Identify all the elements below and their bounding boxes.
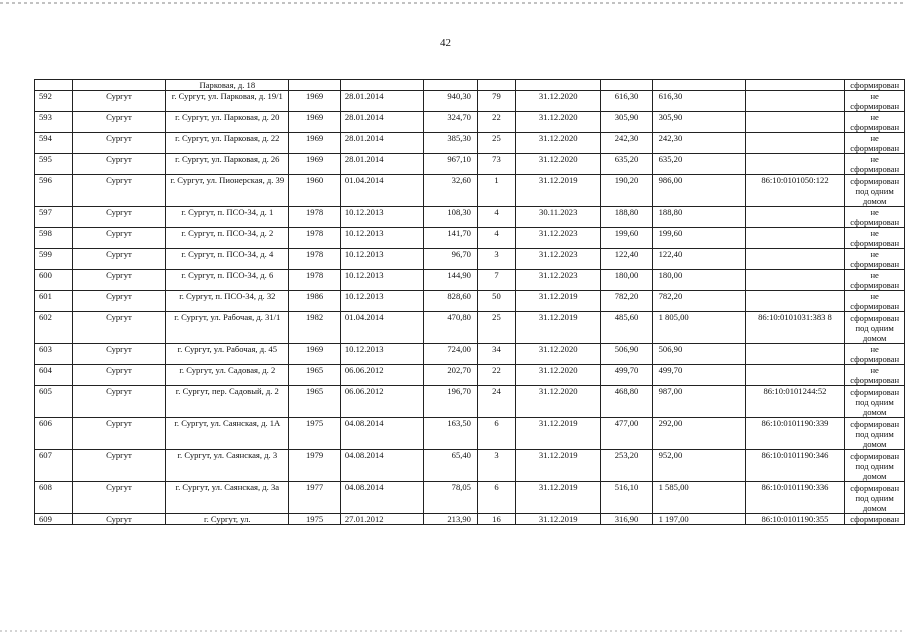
cell-v1: 477,00 [601, 418, 652, 450]
cell-area: 724,00 [423, 344, 477, 365]
cell-year: 1978 [289, 249, 341, 270]
cell-year: 1975 [289, 514, 341, 525]
cell-year: 1969 [289, 91, 341, 112]
cell-address: г. Сургут, ул. Саянская, д. 3 [166, 450, 289, 482]
table-row [35, 207, 905, 228]
cell-date: 27.01.2012 [340, 514, 423, 525]
cell-v1 [601, 80, 652, 91]
cell-cadastral [745, 112, 845, 133]
cell-count: 79 [477, 91, 515, 112]
cell-date2: 31.12.2019 [515, 312, 601, 344]
cell-date2: 31.12.2019 [515, 291, 601, 312]
cell-city: Сургут [72, 249, 166, 270]
cell-date2: 31.12.2023 [515, 270, 601, 291]
cell-v1: 485,60 [601, 312, 652, 344]
cell-status: не сформирован [845, 133, 905, 154]
table-row [35, 312, 905, 344]
cell-v1: 242,30 [601, 133, 652, 154]
cell-year: 1969 [289, 112, 341, 133]
cell-v2: 616,30 [652, 91, 745, 112]
cell-area [423, 80, 477, 91]
cell-v1: 516,10 [601, 482, 652, 514]
cell-v1: 616,30 [601, 91, 652, 112]
cell-city: Сургут [72, 175, 166, 207]
cell-year: 1986 [289, 291, 341, 312]
cell-date: 06.06.2012 [340, 386, 423, 418]
cell-date2: 31.12.2023 [515, 249, 601, 270]
cell-cadastral: 86:10:0101031:383 8 [745, 312, 845, 344]
cell-year: 1975 [289, 418, 341, 450]
cell-status: не сформирован [845, 112, 905, 133]
cell-num: 608 [35, 482, 73, 514]
cell-address: г. Сургут, ул. Рабочая, д. 31/1 [166, 312, 289, 344]
cell-city: Сургут [72, 91, 166, 112]
cell-num: 594 [35, 133, 73, 154]
cell-date: 04.08.2014 [340, 482, 423, 514]
table-row [35, 482, 905, 514]
cell-count: 24 [477, 386, 515, 418]
cell-status: не сформирован [845, 91, 905, 112]
table-row [35, 154, 905, 175]
cell-num: 607 [35, 450, 73, 482]
cell-v2: 305,90 [652, 112, 745, 133]
cell-num: 592 [35, 91, 73, 112]
cell-date: 10.12.2013 [340, 344, 423, 365]
cell-status: сформирован [845, 80, 905, 91]
cell-date: 06.06.2012 [340, 365, 423, 386]
table-row [35, 112, 905, 133]
table-row [35, 270, 905, 291]
cell-v2: 199,60 [652, 228, 745, 249]
cell-area: 32,60 [423, 175, 477, 207]
cell-area: 144,90 [423, 270, 477, 291]
cell-year: 1978 [289, 228, 341, 249]
page-number: 42 [440, 37, 451, 49]
cell-area: 78,05 [423, 482, 477, 514]
cell-date2: 31.12.2020 [515, 154, 601, 175]
cell-status: не сформирован [845, 207, 905, 228]
cell-date2: 30.11.2023 [515, 207, 601, 228]
cell-count: 6 [477, 482, 515, 514]
cell-year: 1965 [289, 386, 341, 418]
cell-date2: 31.12.2020 [515, 133, 601, 154]
cell-date: 10.12.2013 [340, 291, 423, 312]
cell-city: Сургут [72, 365, 166, 386]
cell-date2 [515, 80, 601, 91]
cell-address: Парковая, д. 18 [166, 80, 289, 91]
cell-address: г. Сургут, ул. Парковая, д. 19/1 [166, 91, 289, 112]
cell-count: 7 [477, 270, 515, 291]
cell-date: 04.08.2014 [340, 450, 423, 482]
cell-v2: 782,20 [652, 291, 745, 312]
cell-area: 196,70 [423, 386, 477, 418]
cell-area: 828,60 [423, 291, 477, 312]
cell-date: 28.01.2014 [340, 112, 423, 133]
cell-v2: 242,30 [652, 133, 745, 154]
table-row [35, 291, 905, 312]
cell-cadastral [745, 344, 845, 365]
cell-v1: 190,20 [601, 175, 652, 207]
cell-cadastral: 86:10:0101050:122 [745, 175, 845, 207]
cell-count: 6 [477, 418, 515, 450]
cell-v2: 635,20 [652, 154, 745, 175]
cell-city: Сургут [72, 386, 166, 418]
cell-city: Сургут [72, 207, 166, 228]
scan-bottom-edge [0, 630, 905, 632]
cell-v2: 188,80 [652, 207, 745, 228]
cell-address: г. Сургут, пер. Садовый, д. 2 [166, 386, 289, 418]
cell-address: г. Сургут, ул. Пионерская, д. 39 [166, 175, 289, 207]
cell-count: 25 [477, 312, 515, 344]
cell-cadastral [745, 91, 845, 112]
cell-area: 202,70 [423, 365, 477, 386]
cell-year: 1982 [289, 312, 341, 344]
cell-date: 28.01.2014 [340, 154, 423, 175]
cell-cadastral [745, 80, 845, 91]
cell-year: 1960 [289, 175, 341, 207]
cell-date2: 31.12.2019 [515, 482, 601, 514]
cell-num: 609 [35, 514, 73, 525]
cell-address: г. Сургут, ул. [166, 514, 289, 525]
cell-date2: 31.12.2020 [515, 344, 601, 365]
cell-cadastral [745, 365, 845, 386]
cell-area: 940,30 [423, 91, 477, 112]
housing-register-table [34, 79, 905, 525]
cell-v2: 292,00 [652, 418, 745, 450]
cell-num: 598 [35, 228, 73, 249]
cell-v2: 986,00 [652, 175, 745, 207]
cell-status: не сформирован [845, 344, 905, 365]
cell-date: 04.08.2014 [340, 418, 423, 450]
cell-year: 1969 [289, 344, 341, 365]
table-row [35, 344, 905, 365]
cell-v1: 122,40 [601, 249, 652, 270]
cell-date2: 31.12.2019 [515, 450, 601, 482]
cell-date2: 31.12.2020 [515, 386, 601, 418]
cell-date2: 31.12.2019 [515, 514, 601, 525]
cell-cadastral [745, 133, 845, 154]
cell-address: г. Сургут, ул. Парковая, д. 26 [166, 154, 289, 175]
cell-date2: 31.12.2020 [515, 91, 601, 112]
cell-city: Сургут [72, 270, 166, 291]
table-row [35, 175, 905, 207]
cell-num: 597 [35, 207, 73, 228]
cell-v2: 499,70 [652, 365, 745, 386]
cell-num: 593 [35, 112, 73, 133]
cell-count [477, 80, 515, 91]
cell-status: сформирован [845, 514, 905, 525]
cell-address: г. Сургут, ул. Рабочая, д. 45 [166, 344, 289, 365]
cell-status: не сформирован [845, 365, 905, 386]
cell-date: 28.01.2014 [340, 91, 423, 112]
cell-date: 01.04.2014 [340, 175, 423, 207]
cell-status: сформирован под одним домом [845, 312, 905, 344]
cell-count: 73 [477, 154, 515, 175]
cell-v2: 952,00 [652, 450, 745, 482]
cell-date2: 31.12.2019 [515, 175, 601, 207]
cell-area: 65,40 [423, 450, 477, 482]
cell-cadastral [745, 270, 845, 291]
cell-cadastral: 86:10:0101190:346 [745, 450, 845, 482]
cell-v1: 253,20 [601, 450, 652, 482]
cell-area: 141,70 [423, 228, 477, 249]
cell-v1: 316,90 [601, 514, 652, 525]
cell-count: 50 [477, 291, 515, 312]
cell-num: 602 [35, 312, 73, 344]
cell-num: 605 [35, 386, 73, 418]
cell-v2: 1 197,00 [652, 514, 745, 525]
cell-count: 22 [477, 112, 515, 133]
cell-status: не сформирован [845, 154, 905, 175]
cell-city: Сургут [72, 418, 166, 450]
cell-v2: 122,40 [652, 249, 745, 270]
cell-v1: 180,00 [601, 270, 652, 291]
cell-status: сформирован под одним домом [845, 418, 905, 450]
cell-address: г. Сургут, ул. Саянская, д. 1А [166, 418, 289, 450]
cell-cadastral [745, 228, 845, 249]
cell-v1: 468,80 [601, 386, 652, 418]
cell-v1: 782,20 [601, 291, 652, 312]
table-row [35, 418, 905, 450]
cell-date: 28.01.2014 [340, 133, 423, 154]
cell-date: 10.12.2013 [340, 228, 423, 249]
cell-date2: 31.12.2023 [515, 228, 601, 249]
cell-v2: 1 585,00 [652, 482, 745, 514]
cell-status: не сформирован [845, 291, 905, 312]
cell-year: 1965 [289, 365, 341, 386]
cell-cadastral [745, 154, 845, 175]
cell-city: Сургут [72, 154, 166, 175]
cell-area: 96,70 [423, 249, 477, 270]
cell-count: 4 [477, 207, 515, 228]
cell-status: не сформирован [845, 228, 905, 249]
cell-year: 1977 [289, 482, 341, 514]
cell-count: 25 [477, 133, 515, 154]
cell-cadastral [745, 291, 845, 312]
cell-status: сформирован под одним домом [845, 386, 905, 418]
cell-year: 1978 [289, 270, 341, 291]
cell-cadastral: 86:10:0101190:355 [745, 514, 845, 525]
cell-year: 1979 [289, 450, 341, 482]
table-row [35, 365, 905, 386]
cell-address: г. Сургут, п. ПСО-34, д. 4 [166, 249, 289, 270]
cell-count: 3 [477, 249, 515, 270]
cell-city: Сургут [72, 291, 166, 312]
cell-v2 [652, 80, 745, 91]
cell-year: 1969 [289, 133, 341, 154]
cell-date: 10.12.2013 [340, 249, 423, 270]
cell-city: Сургут [72, 112, 166, 133]
cell-date: 10.12.2013 [340, 207, 423, 228]
cell-num: 599 [35, 249, 73, 270]
cell-area: 967,10 [423, 154, 477, 175]
cell-v1: 499,70 [601, 365, 652, 386]
cell-v2: 1 805,00 [652, 312, 745, 344]
scan-top-edge [0, 2, 905, 4]
cell-address: г. Сургут, п. ПСО-34, д. 2 [166, 228, 289, 249]
cell-num: 595 [35, 154, 73, 175]
cell-count: 34 [477, 344, 515, 365]
cell-address: г. Сургут, ул. Парковая, д. 22 [166, 133, 289, 154]
cell-date: 10.12.2013 [340, 270, 423, 291]
cell-status: сформирован под одним домом [845, 450, 905, 482]
cell-city: Сургут [72, 312, 166, 344]
cell-address: г. Сургут, ул. Садовая, д. 2 [166, 365, 289, 386]
cell-num [35, 80, 73, 91]
cell-year: 1969 [289, 154, 341, 175]
table-row [35, 450, 905, 482]
cell-v2: 987,00 [652, 386, 745, 418]
cell-city: Сургут [72, 344, 166, 365]
cell-area: 213,90 [423, 514, 477, 525]
cell-address: г. Сургут, п. ПСО-34, д. 1 [166, 207, 289, 228]
cell-status: сформирован под одним домом [845, 175, 905, 207]
cell-cadastral: 86:10:0101190:339 [745, 418, 845, 450]
cell-count: 16 [477, 514, 515, 525]
table-row [35, 91, 905, 112]
cell-city [72, 80, 166, 91]
cell-year: 1978 [289, 207, 341, 228]
cell-num: 604 [35, 365, 73, 386]
cell-city: Сургут [72, 133, 166, 154]
cell-status: не сформирован [845, 270, 905, 291]
cell-date2: 31.12.2020 [515, 365, 601, 386]
cell-status: сформирован под одним домом [845, 482, 905, 514]
cell-cadastral: 86:10:0101190:336 [745, 482, 845, 514]
cell-count: 4 [477, 228, 515, 249]
cell-year [289, 80, 341, 91]
cell-date [340, 80, 423, 91]
cell-area: 108,30 [423, 207, 477, 228]
cell-count: 3 [477, 450, 515, 482]
cell-city: Сургут [72, 482, 166, 514]
table-row [35, 133, 905, 154]
table-row [35, 514, 905, 525]
cell-date2: 31.12.2019 [515, 418, 601, 450]
cell-address: г. Сургут, ул. Саянская, д. 3а [166, 482, 289, 514]
cell-date2: 31.12.2020 [515, 112, 601, 133]
cell-count: 1 [477, 175, 515, 207]
cell-cadastral [745, 207, 845, 228]
cell-address: г. Сургут, ул. Парковая, д. 20 [166, 112, 289, 133]
cell-v1: 305,90 [601, 112, 652, 133]
cell-num: 603 [35, 344, 73, 365]
cell-v1: 506,90 [601, 344, 652, 365]
cell-area: 385,30 [423, 133, 477, 154]
cell-date: 01.04.2014 [340, 312, 423, 344]
cell-cadastral [745, 249, 845, 270]
cell-area: 324,70 [423, 112, 477, 133]
table-row [35, 249, 905, 270]
cell-num: 601 [35, 291, 73, 312]
cell-v1: 188,80 [601, 207, 652, 228]
cell-cadastral: 86:10:0101244:52 [745, 386, 845, 418]
cell-area: 163,50 [423, 418, 477, 450]
cell-v1: 635,20 [601, 154, 652, 175]
table-row [35, 386, 905, 418]
cell-num: 600 [35, 270, 73, 291]
table-body [35, 80, 905, 525]
cell-num: 596 [35, 175, 73, 207]
cell-v2: 506,90 [652, 344, 745, 365]
cell-v1: 199,60 [601, 228, 652, 249]
table-row [35, 228, 905, 249]
cell-city: Сургут [72, 450, 166, 482]
cell-address: г. Сургут, п. ПСО-34, д. 6 [166, 270, 289, 291]
cell-num: 606 [35, 418, 73, 450]
cell-count: 22 [477, 365, 515, 386]
cell-status: не сформирован [845, 249, 905, 270]
cell-city: Сургут [72, 228, 166, 249]
cell-address: г. Сургут, п. ПСО-34, д. 32 [166, 291, 289, 312]
table-row-continued [35, 80, 905, 91]
cell-area: 470,80 [423, 312, 477, 344]
cell-v2: 180,00 [652, 270, 745, 291]
cell-city: Сургут [72, 514, 166, 525]
